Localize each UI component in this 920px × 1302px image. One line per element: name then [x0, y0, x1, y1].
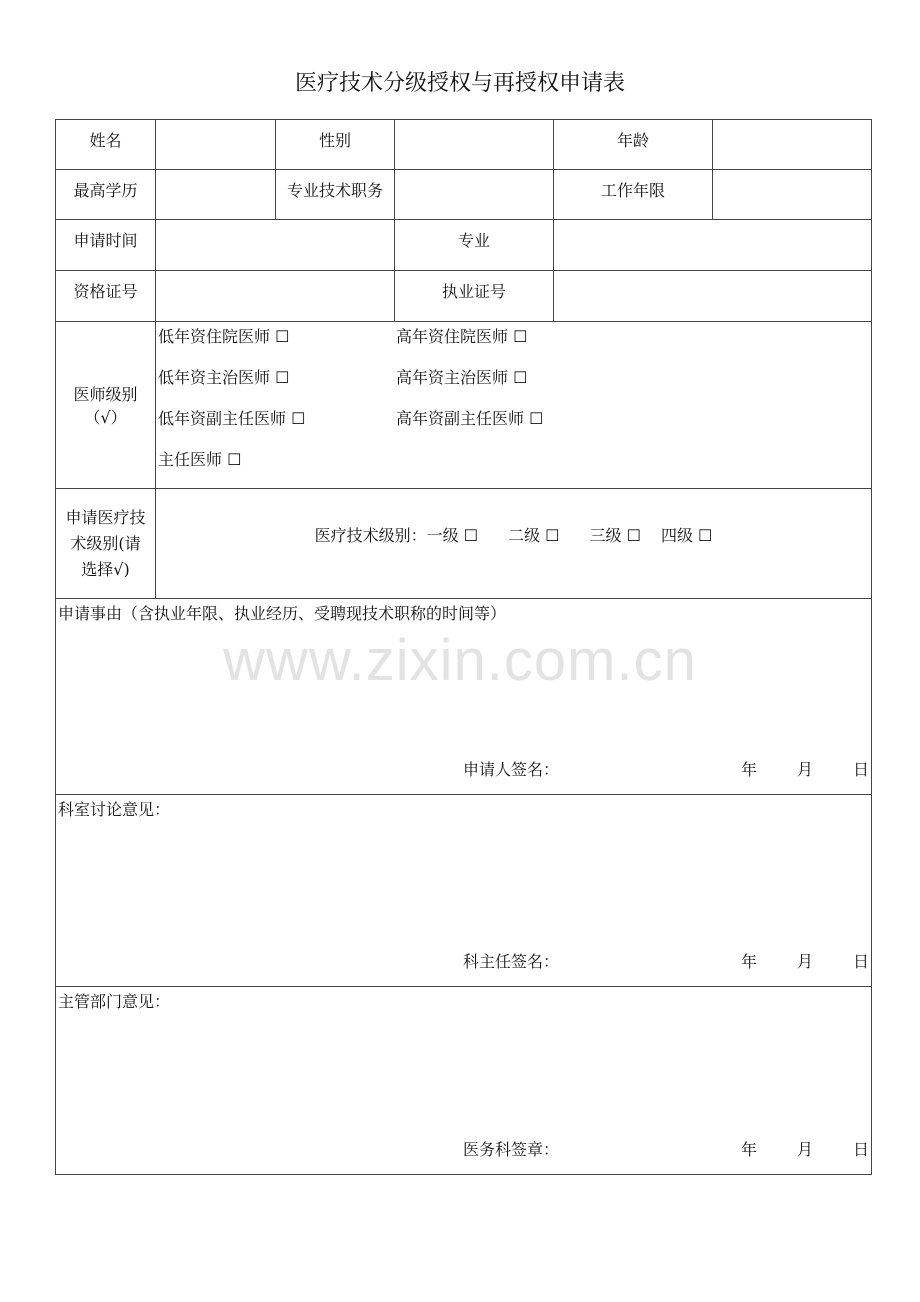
education-label: 最高学历	[56, 170, 156, 220]
option-checkbox[interactable]: 四级 ☐	[660, 526, 713, 545]
reason-section[interactable]	[56, 599, 872, 795]
director-sign-label: 科主任签名：	[463, 952, 560, 971]
dept-opinion-label: 科室讨论意见：	[58, 800, 171, 819]
option-checkbox[interactable]: 一级 ☐	[426, 526, 479, 545]
medical-dept-seal-label: 医务科签章：	[463, 1140, 560, 1159]
tech-level-prefix: 医疗技术级别：	[314, 526, 427, 545]
education-field[interactable]	[156, 170, 276, 220]
work-years-label: 工作年限	[554, 170, 713, 220]
tech-level-label	[56, 489, 156, 599]
year-label: 年	[740, 1140, 757, 1159]
option-checkbox[interactable]: 低年资住院医师 ☐	[158, 327, 290, 346]
day-label: 日	[852, 1140, 869, 1159]
option-checkbox[interactable]: 低年资副主任医师 ☐	[158, 409, 306, 428]
application-form-table	[55, 119, 872, 1175]
option-checkbox[interactable]: 高年资住院医师 ☐	[396, 327, 528, 346]
reason-label: 申请事由（含执业年限、执业经历、受聘现技术职称的时间等）	[58, 604, 507, 623]
option-checkbox[interactable]: 二级 ☐	[508, 526, 560, 545]
admin-opinion-section[interactable]	[56, 987, 872, 1175]
name-field[interactable]	[156, 120, 276, 170]
option-checkbox[interactable]: 主任医师 ☐	[158, 450, 242, 469]
page-title: 医疗技术分级授权与再授权申请表	[294, 71, 625, 96]
month-label: 月	[796, 952, 813, 971]
month-label: 月	[796, 760, 813, 779]
dept-opinion-section[interactable]	[56, 795, 872, 987]
practice-no-label: 执业证号	[395, 271, 554, 322]
age-label: 年龄	[554, 120, 713, 170]
specialty-label: 专业	[395, 220, 554, 271]
gender-label: 性别	[276, 120, 395, 170]
day-label: 日	[852, 952, 869, 971]
admin-opinion-label: 主管部门意见：	[58, 992, 171, 1011]
option-checkbox[interactable]: 低年资主治医师 ☐	[158, 368, 290, 387]
title-position-label: 专业技术职务	[276, 170, 395, 220]
doctor-level-label-line: 医师级别	[73, 385, 138, 404]
tech-level-options	[156, 489, 872, 599]
option-checkbox[interactable]: 高年资副主任医师 ☐	[396, 409, 544, 428]
apply-time-label: 申请时间	[56, 220, 156, 271]
watermark: www.zixin.com.cn	[223, 628, 697, 693]
tech-level-label-line: 申请医疗技	[65, 507, 146, 527]
month-label: 月	[796, 1140, 813, 1159]
title-position-field[interactable]	[395, 170, 554, 220]
gender-field[interactable]	[395, 120, 554, 170]
tech-level-label-line: 术级别(请	[70, 533, 141, 553]
year-label: 年	[740, 760, 757, 779]
date-line	[701, 757, 869, 780]
age-field[interactable]	[713, 120, 872, 170]
year-label: 年	[740, 952, 757, 971]
specialty-field[interactable]	[554, 220, 872, 271]
work-years-field[interactable]	[713, 170, 872, 220]
qualification-no-label: 资格证号	[56, 271, 156, 322]
option-checkbox[interactable]: 高年资主治医师 ☐	[396, 368, 528, 387]
day-label: 日	[852, 760, 869, 779]
practice-no-field[interactable]	[554, 271, 872, 322]
doctor-level-label	[56, 322, 156, 489]
date-line	[701, 949, 869, 972]
doctor-level-label-line: （√）	[84, 408, 127, 427]
name-label: 姓名	[56, 120, 156, 170]
doctor-level-options	[156, 322, 872, 489]
tech-level-label-line: 选择√)	[81, 559, 130, 579]
apply-time-field[interactable]	[156, 220, 395, 271]
date-line	[701, 1137, 869, 1160]
option-checkbox[interactable]: 三级 ☐	[589, 526, 641, 545]
qualification-no-field[interactable]	[156, 271, 395, 322]
applicant-sign-label: 申请人签名：	[463, 760, 560, 779]
